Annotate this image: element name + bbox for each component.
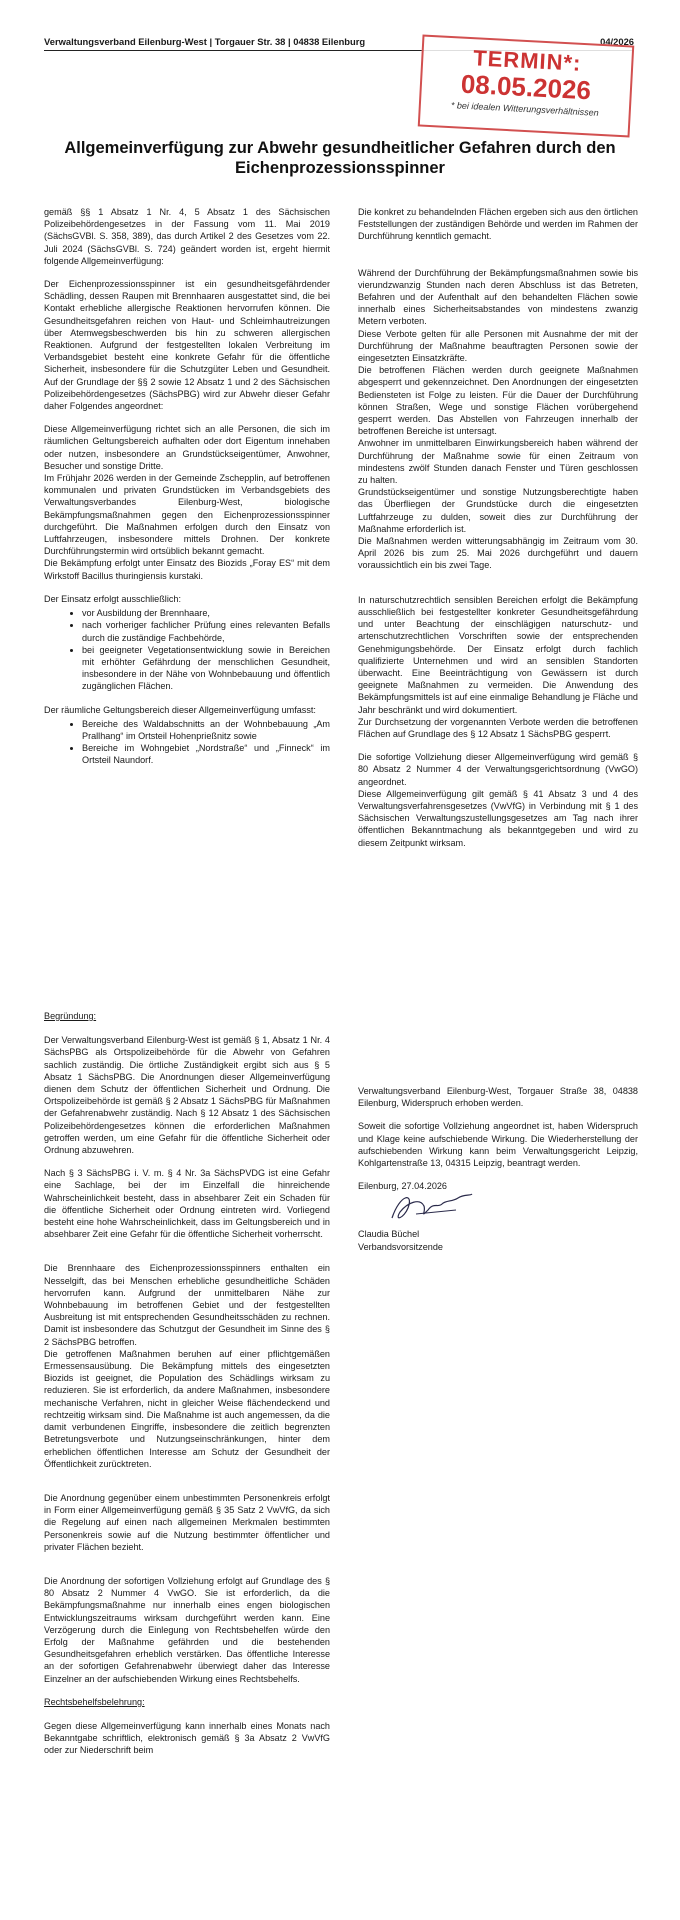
paragraph: Die konkret zu behandelnden Flächen ergeben sich aus den örtlichen Feststellungen der zuständigen Behörde und werden im Rahmen der Durchführung kenntlich gemacht. (358, 207, 638, 242)
paragraph: Soweit die sofortige Vollziehung angeordnet ist, haben Widerspruch und Klage keine aufschiebende Wirkung. Die Wiederherstellung der aufschiebenden Wirkung kann beim Verwaltungsgericht Leipzig, Kohlgartenstraße 13, 04315 Leipzig, beantragt werden. (358, 1121, 638, 1169)
paragraph: Verwaltungsverband Eilenburg-West, Torgauer Straße 38, 04838 Eilenburg, Widerspruch erhoben werden. (358, 1086, 638, 1109)
left-column-2 (44, 1010, 330, 1768)
list-item: • Bereiche des Waldabschnitts an der Wohnbebauung „Am Prallhang“ im Ortsteil Hohenprießnitz sowie (82, 718, 330, 742)
list-item: • Bereiche im Wohngebiet „Nordstraße“ und „Finneck“ im Ortsteil Naundorf. (82, 742, 330, 766)
bullet-list (44, 607, 330, 692)
paragraph: Anwohner im unmittelbaren Einwirkungsbereich haben während der Durchführung der Maßnahme sowie für einen Zeitraum von mindestens zwölf Stunden danach Fenster und Türen geschlossen zu halten. (358, 438, 638, 486)
right-column-1 (358, 206, 638, 860)
document-title: Allgemeinverfügung zur Abwehr gesundheitlicher Gefahren durch den Eichenprozessionsspinner (64, 139, 616, 177)
paragraph: Die Bekämpfung erfolgt unter Einsatz des Biozids „Foray ES“ mit dem Wirkstoff Bacillus thuringiensis kurstaki. (44, 558, 330, 581)
section-heading-justification: Begründung: (44, 1011, 97, 1021)
paragraph: Die Anordnung gegenüber einem unbestimmten Personenkreis erfolgt in Form einer Allgemeinverfügung gemäß § 35 Satz 2 VwVfG, da sich die Regelung auf einen nach allgemeinen Merkmalen bestimmten Personenkreis sowie auf die Nutzung bestimmter öffentlicher und privater Flächen bezieht. (44, 1492, 330, 1552)
paragraph: In naturschutzrechtlich sensiblen Bereichen erfolgt die Bekämpfung ausschließlich bei festgestellter konkreter Gesundheitsgefährdung und unter Beachtung der einschlägigen naturschutz- und artenschutzrechtlichen Vorschriften sowie der entsprechenden Genehmigungsbehörde. Der Einsatz erfolgt durch fachlich qualifizierte Unternehmen und wird an sensiblen Standorten überwacht. Eine Beeinträchtigung von Gewässern ist durch geeignete Maßnahmen zu vermeiden. Die Anwendung des Bekämpfungsmittels ist auf eine einmalige Behandlung je Fläche und Jahr beschränkt und wird dokumentiert. (358, 594, 638, 715)
handwritten-signature (358, 1194, 638, 1228)
paragraph: Die Brennhaare des Eichenprozessionsspinners enthalten ein Nesselgift, das bei Menschen erhebliche gesundheitliche Schäden hervorrufen kann. Aufgrund der unmittelbaren Nähe zur Wohnbebauung im betroffenen Gebiet und der festgestellten Ausbreitung ist mit entsprechenden Gesundheitsschäden zu rechnen. Damit ist insbesondere das Schutzgut der Gesundheit im Sinne des § 2 SächsPBG betroffen. (44, 1263, 330, 1347)
paragraph: gemäß §§ 1 Absatz 1 Nr. 4, 5 Absatz 1 des Sächsischen Polizeibehördengesetzes in der Fassung vom 11. Mai 2019 (SächsGVBl. S. 358, 389), das durch Artikel 2 des Gesetzes vom 22. Juli 2024 (SächsGVBl. S. 724) geändert worden ist, ergeht hiermit folgende Allgemeinverfügung: (44, 207, 330, 266)
paragraph: Gegen diese Allgemeinverfügung kann innerhalb eines Monats nach Bekanntgabe schriftlich, elektronisch gemäß § 3a Absatz 2 VwVfG oder zur Niederschrift beim (44, 1720, 330, 1756)
paragraph: Diese Allgemeinverfügung richtet sich an alle Personen, die sich im räumlichen Geltungsbereich aufhalten oder dort Eigentum innehaben oder nutzen, insbesondere an Grundstückseigentümer, Anwohner, Besucher und sonstige Dritte. (44, 424, 330, 471)
letterhead-address: Verwaltungsverband Eilenburg-West | Torgauer Str. 38 | 04838 Eilenburg (44, 36, 366, 47)
right-column-2 (358, 1085, 638, 1253)
list-item: • bei geeigneter Vegetationsentwicklung sowie in Bereichen mit erhöhter Gefährdung der menschlichen Gesundheit, insbesondere in der Nähe von Wohnbebauung und öffentlich zugänglichen Flächen. (82, 644, 330, 693)
paragraph: Der räumliche Geltungsbereich dieser Allgemeinverfügung umfasst: (44, 704, 316, 715)
paragraph: Während der Durchführung der Bekämpfungsmaßnahmen sowie bis vierundzwanzig Stunden nach deren Abschluss ist das Betreten, Befahren und der Aufenthalt auf den behandelten Flächen sowie innerhalb eines Sicherheitsabstandes von mindestens zwanzig Metern verboten. (358, 267, 638, 327)
signature-place-date: Eilenburg, 27.04.2026 (358, 1181, 447, 1192)
list-item: • vor Ausbildung der Brennhaare, (82, 607, 330, 619)
paragraph: Die sofortige Vollziehung dieser Allgemeinverfügung wird gemäß § 80 Absatz 2 Nummer 4 der Verwaltungsgerichtsordnung (VwGO) angeordnet. (358, 752, 638, 787)
paragraph: Nach § 3 SächsPBG i. V. m. § 4 Nr. 3a SächsPVDG ist eine Gefahr eine Sachlage, bei der im Einzelfall die hinreichende Wahrscheinlichkeit besteht, dass in absehbarer Zeit ein Schaden für die öffentliche Sicherheit oder Ordnung eintreten wird. Vorliegend besteht eine hohe Wahrscheinlichkeit, dass im Geltungsbereich und in absehbarer Zeit eine Gefahr für die öffentliche Sicherheit vorherrscht. (44, 1168, 330, 1240)
paragraph: Die Maßnahmen werden witterungsabhängig im Zeitraum vom 30. April 2026 bis zum 25. Mai 2026 durchgeführt und dauern voraussichtlich ein bis zwei Tage. (358, 536, 638, 571)
paragraph: Zur Durchsetzung der vorgenannten Verbote werden die betroffenen Flächen auf Grundlage des § 12 Absatz 1 SächsPBG gesperrt. (358, 716, 638, 739)
date-stamp (418, 35, 635, 138)
signer-role: Verbandsvorsitzende (358, 1241, 443, 1252)
signer-name: Claudia Büchel (358, 1229, 420, 1240)
stamp-label: TERMIN*: (472, 45, 583, 76)
paragraph: Die betroffenen Flächen werden durch geeignete Maßnahmen abgesperrt und gekennzeichnet. Den Anordnungen der eingesetzten Bediensteten ist Folge zu leisten. Für die Dauer der Durchführung können Straßen, Wege und sonstige Flächen vorübergehend gesperrt werden. Das Abstellen von Fahrzeugen innerhalb der betroffenen Bereiche ist untersagt. (358, 365, 638, 437)
bullet-list (44, 718, 330, 767)
left-column-1 (44, 206, 330, 778)
section-heading-legal-remedy: Rechtsbehelfsbelehrung: (44, 1696, 145, 1707)
paragraph: Die Anordnung der sofortigen Vollziehung erfolgt auf Grundlage des § 80 Absatz 2 Nummer 4 VwGO. Sie ist erforderlich, da die Bekämpfungsmaßnahme nur innerhalb eines engen biologischen Entwicklungszeitraums wirksam durchgeführt werden kann. Eine Verzögerung durch die Einlegung von Rechtsbehelfen würde den Erfolg der Maßnahme gefährden und die bestehenden Gesundheitsgefahren erheblich verstärken. Das öffentliche Interesse an der sofortigen Gefahrenabwehr überwiegt daher das Interesse Einzelner an der aufschiebenden Wirkung eines Rechtsbehelfs. (44, 1575, 330, 1684)
paragraph: Diese Verbote gelten für alle Personen mit Ausnahme der mit der Durchführung der Maßnahme beauftragten Personen sowie der eingesetzten Einsatzkräfte. (358, 328, 638, 364)
stamp-date: 08.05.2026 (460, 68, 592, 106)
stamp-note: * bei idealen Witterungsverhältnissen (450, 100, 599, 118)
paragraph: Der Eichenprozessionsspinner ist ein gesundheitsgefährdender Schädling, dessen Raupen mit Brennhaaren ausgestattet sind, die bei Kontakt erhebliche allergische Reaktionen hervorrufen können. Die Gesundheitsgefahren reichen von Haut- und Schleimhautreizungen über Atemwegsbeschwerden bis hin zu schweren allergischen Reaktionen. Aufgrund der festgestellten lokalen Verbreitung im Verbandsgebiet besteht eine konkrete Gefahr für die öffentliche Sicherheit, insbesondere für die Schutzgüter Leben und Gesundheit. Auf der Grundlage der §§ 2 sowie 12 Absatz 1 und 2 des Sächsischen Polizeibehördengesetzes (SächsPBG) wird zur Abwehr dieser Gefahr daher Folgendes angeordnet: (44, 279, 330, 412)
paragraph: Die getroffenen Maßnahmen beruhen auf einer pflichtgemäßen Ermessensausübung. Die Bekämpfung mittels des eingesetzten Biozids ist geeignet, die Population des Schädlings wirksam zu reduzieren. Sie ist erforderlich, da andere Maßnahmen, insbesondere mechanische Verfahren, nicht in gleicher Weise flächendeckend und rechtzeitig wirksam sind. Die Maßnahme ist auch angemessen, da die damit verbundenen Eingriffe, insbesondere die zeitlich begrenzten Betretungsverbote und Nutzungseinschränkungen, hinter dem erheblichen öffentlichen Interesse am Schutz der Gesundheit der Öffentlichkeit zurücktreten. (44, 1348, 330, 1469)
paragraph: Im Frühjahr 2026 werden in der Gemeinde Zschepplin, auf betroffenen kommunalen und privaten Grundstücken im Verbandsgebiets des Verwaltungsverbandes Eilenburg-West, biologische Bekämpfungsmaßnahmen gegen den Eichenprozessionsspinner durchgeführt. Die Maßnahmen erfolgen durch den Einsatz von Luftfahrzeugen, insbesondere mittels Drohnen. Der konkrete Durchführungstermin wird ortsüblich bekannt gemacht. (44, 473, 330, 557)
paragraph: Der Einsatz erfolgt ausschließlich: (44, 593, 181, 604)
paragraph: Der Verwaltungsverband Eilenburg-West ist gemäß § 1, Absatz 1 Nr. 4 SächsPBG als Ortspolizeibehörde für die Abwehr von Gefahren sachlich zuständig. Die örtliche Zuständigkeit ergibt sich aus § 5 Absatz 1 SächsPBG. Die Anordnungen dieser Allgemeinverfügung dienen dem Schutz der öffentlichen Sicherheit und Ordnung. Die Ortspolizeibehörde ist gemäß § 2 Absatz 1 SächsPBG für Maßnahmen der Gefahrenabwehr zuständig. Nach § 12 Absatz 1 des Sächsischen Polizeibehördengesetzes können die erforderlichen Maßnahmen getroffen werden, um eine Gefahr für die öffentliche Sicherheit oder Ordnung abzuwehren. (44, 1035, 330, 1156)
list-item: • nach vorheriger fachlicher Prüfung eines relevanten Befalls durch die zuständige Fachbehörde, (82, 619, 330, 643)
paragraph: Grundstückseigentümer und sonstige Nutzungsberechtigte haben das Überfliegen der Grundstücke durch die eingesetzten Luftfahrzeuge zu dulden, soweit dies zur Durchführung der Maßnahme erforderlich ist. (358, 487, 638, 534)
issue-number: 04/2026 (600, 36, 634, 47)
paragraph: Diese Allgemeinverfügung gilt gemäß § 41 Absatz 3 und 4 des Verwaltungsverfahrensgesetzes (VwVfG) in Verbindung mit § 1 des Sächsischen Verwaltungszustellungsgesetzes am Tag nach ihrer öffentlichen Bekanntmachung als bekanntgegeben und wird zu diesem Zeitpunkt wirksam. (358, 788, 638, 848)
